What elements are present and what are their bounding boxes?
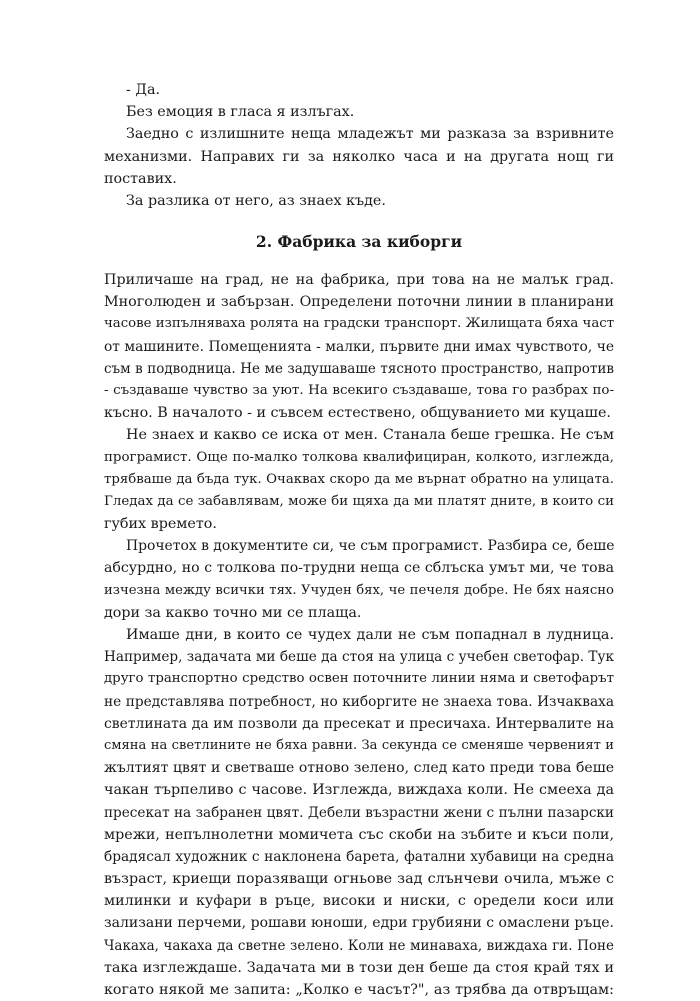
text-line: не представлява потребност, но киборгите не знаеха това. Изчакваха xyxy=(104,693,614,710)
text-line: когато някой ме запита: „Колко е часът?", аз трябва да отвръщам: xyxy=(104,982,614,998)
previous-chapter-ending xyxy=(104,79,614,212)
text-line: - създаваше чувство за уют. На всекиго създаваше, това го разбрах по- xyxy=(104,382,614,398)
text-line: мрежи, непълнолетни момичета със скоби на зъбите и къси поли, xyxy=(104,826,614,843)
text-line: жълтият цвят и светваше отново зелено, след като преди това беше xyxy=(104,760,614,777)
text-line: програмист. Още по-малко толкова квалифициран, колкото, изглежда, xyxy=(104,449,614,465)
text-line: Многолюден и забързан. Определени поточни линии в планирани xyxy=(104,294,614,311)
text-line: Гледах да се забавлявам, може би щяха да ми платят дните, в които си xyxy=(104,493,614,509)
text-line: смяна на светлините не бяха равни. За секунда се сменяше червеният и xyxy=(104,737,614,753)
text-line: изчезна между всички тях. Учуден бях, че печеля добре. Не бях наясно xyxy=(104,582,614,598)
paragraph: - Да. xyxy=(126,82,161,98)
text-line: светлината да им позволи да пресекат и пресичаха. Интервалите на xyxy=(104,715,614,732)
paragraph: За разлика от него, аз знаех къде. xyxy=(126,193,386,210)
text-line: дори за какво точно ми се плаща. xyxy=(104,604,362,621)
text-line: Приличаше на град, не на фабрика, при това на не малък град. xyxy=(104,272,614,288)
text-line: Например, задачата ми беше да стоя на улица с учебен светофар. Тук xyxy=(104,649,614,666)
paragraph: Без емоция в гласа я излъгах. xyxy=(126,104,355,121)
text-line: Не знаех и какво се иска от мен. Станала беше грешка. Не съм xyxy=(126,427,614,444)
text-line: трябваше да бъда тук. Очаквах скоро да ме върнат обратно на улицата. xyxy=(104,471,614,487)
chapter-title: 2. Фабрика за киборги xyxy=(255,232,463,251)
text-line: късно. В началото - и съвсем естествено, общуванието ми куцаше. xyxy=(104,405,611,422)
text-line: така изглеждаше. Задачата ми в този ден беше да стоя край тях и xyxy=(104,959,614,976)
text-line: Имаше дни, в които се чудех дали не съм попаднал в лудница. xyxy=(126,627,614,643)
text-line: зализани перчеми, рошави юноши, едри грубияни с омаслени ръце. xyxy=(104,915,614,932)
text-line: Прочетох в документите си, че съм програмист. Разбира се, беше xyxy=(126,538,615,555)
text-line: от машините. Помещенията - малки, първите дни имах чувството, че xyxy=(104,338,614,355)
text-line: чакан търпеливо с часове. Изглежда, виждаха коли. Не смееха да xyxy=(104,782,614,799)
text-line: Чакаха, чакаха да светне зелено. Коли не минаваха, виждаха ги. Поне xyxy=(104,937,614,954)
text-line: милинки и куфари в ръце, високи и ниски, с оредели коси или xyxy=(104,893,614,910)
text-line: друго транспортно средство освен поточните линии няма и светофарът xyxy=(104,671,614,687)
text-line: брадясал художник с наклонена барета, фатални хубавици на средна xyxy=(104,848,614,865)
paragraph: Заедно с излишните неща младежът ми разказа за взривните механизми. Направих ги за няколко часа и на другата нощ ги поставих. xyxy=(104,126,614,187)
text-line: съм в подводница. Не ме задушаваше тясното пространство, напротив xyxy=(104,360,614,377)
text-line: пресекат на забранен цвят. Дебели възрастни жени с пълни пазарски xyxy=(104,804,614,821)
text-line: абсурдно, но с толкова по-трудни неща се сблъска умът ми, че това xyxy=(104,560,614,577)
text-line: възраст, криещи поразяващи огньове зад слънчеви очила, мъже с xyxy=(104,871,614,888)
text-line: часове изпълняваха ролята на градски транспорт. Жилищата бяха част xyxy=(104,316,615,332)
text-line: губих времето. xyxy=(104,516,217,533)
chapter-body xyxy=(104,269,614,1001)
